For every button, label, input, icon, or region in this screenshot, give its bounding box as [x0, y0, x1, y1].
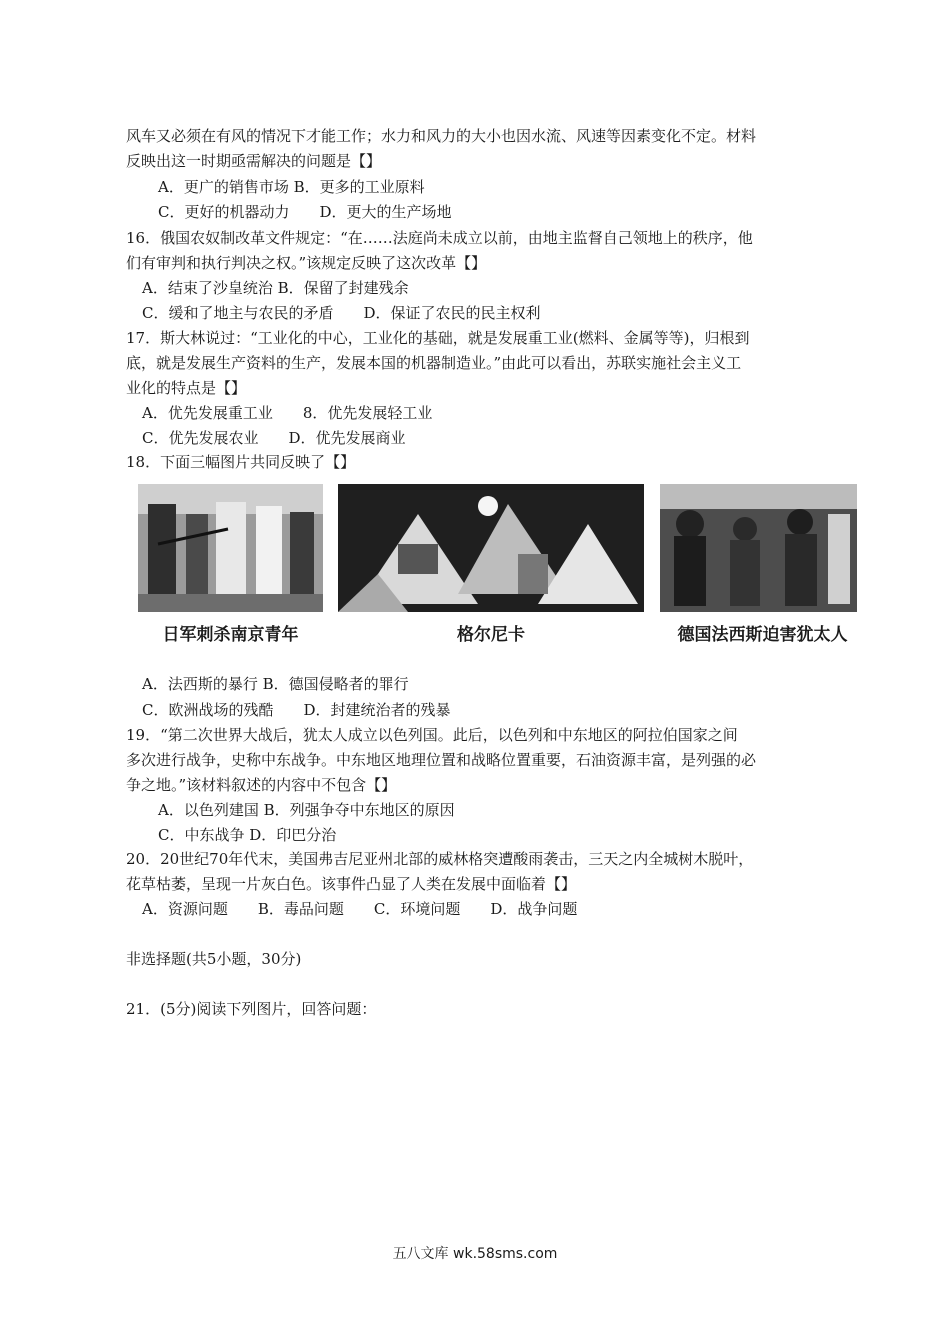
q17-stem-line-1: 17．斯大林说过：“工业化的中心，工业化的基础，就是发展重工业(燃料、金属等等)，归根到 — [126, 329, 750, 347]
caption-guernica: 格尔尼卡 — [457, 625, 525, 645]
photo-jews-graphic — [660, 484, 857, 612]
q18-image-strip — [126, 474, 861, 644]
photo-nanjing-graphic — [138, 484, 323, 612]
caption-jews: 德国法西斯迫害犹太人 — [677, 625, 848, 645]
q19-options-row-2: C．中东战争 D．印巴分治 — [158, 826, 337, 844]
q15-stem-line-1: 风车又必须在有风的情况下才能工作；水力和风力的大小也因水流、风速等因素变化不定。材料 — [126, 127, 757, 145]
q18-options-row-2: C．欧洲战场的残酷 D．封建统治者的残暴 — [142, 701, 451, 719]
q19-stem-line-1: 19．“第二次世界大战后，犹太人成立以色列国。此后，以色列和中东地区的阿拉伯国家之间 — [126, 726, 738, 744]
q18-stem: 18．下面三幅图片共同反映了【】 — [126, 453, 356, 471]
photo-nanjing — [138, 484, 323, 612]
caption-nanjing: 日军刺杀南京青年 — [162, 625, 299, 645]
q19-stem-line-3: 争之地。”该材料叙述的内容中不包含【】 — [126, 776, 397, 794]
q15-options-row-2: C．更好的机器动力 D．更大的生产场地 — [158, 203, 452, 221]
photo-guernica — [338, 484, 644, 612]
q19-options-row-1: A．以色列建国 B．列强争夺中东地区的原因 — [158, 801, 455, 819]
q16-stem-line-2: 们有审判和执行判决之权。”该规定反映了这次改革【】 — [126, 254, 487, 272]
q17-options-row-2: C．优先发展农业 D．优先发展商业 — [142, 429, 406, 447]
q16-options-row-2: C．缓和了地主与农民的矛盾 D．保证了农民的民主权利 — [142, 304, 541, 322]
photo-jews — [660, 484, 857, 612]
q17-stem-line-3: 业化的特点是【】 — [126, 379, 247, 397]
q16-options-row-1: A．结束了沙皇统治 B．保留了封建残余 — [142, 279, 409, 297]
q20-options-row-1: A．资源问题 B．毒品问题 C．环境问题 D．战争问题 — [142, 900, 578, 918]
q18-options-row-1: A．法西斯的暴行 B．德国侵略者的罪行 — [142, 675, 409, 693]
q19-stem-line-2: 多次进行战争，史称中东战争。中东地区地理位置和战略位置重要，石油资源丰富，是列强的必 — [126, 751, 757, 769]
q15-stem-line-2: 反映出这一时期亟需解决的问题是【】 — [126, 152, 382, 170]
q20-stem-line-1: 20．20世纪70年代末，美国弗吉尼亚州北部的威林格突遭酸雨袭击，三天之内全城树木脱叶， — [126, 850, 754, 868]
photo-guernica-graphic — [338, 484, 644, 612]
q17-options-row-1: A．优先发展重工业 8．优先发展轻工业 — [142, 404, 433, 422]
section-heading: 非选择题(共5小题，30分) — [126, 950, 302, 968]
q16-stem-line-1: 16．俄国农奴制改革文件规定：“在……法庭尚未成立以前，由地主监督自己领地上的秩序，他 — [126, 229, 753, 247]
footer-watermark: 五八文库 wk.58sms.com — [392, 1246, 558, 1262]
q17-stem-line-2: 底，就是发展生产资料的生产，发展本国的机器制造业。”由此可以看出，苏联实施社会主义工 — [126, 354, 742, 372]
q21-stem: 21．(5分)阅读下列图片，回答问题： — [126, 1000, 377, 1018]
q20-stem-line-2: 花草枯萎，呈现一片灰白色。该事件凸显了人类在发展中面临着【】 — [126, 875, 577, 893]
q15-options-row-1: A．更广的销售市场 B．更多的工业原料 — [158, 178, 425, 196]
